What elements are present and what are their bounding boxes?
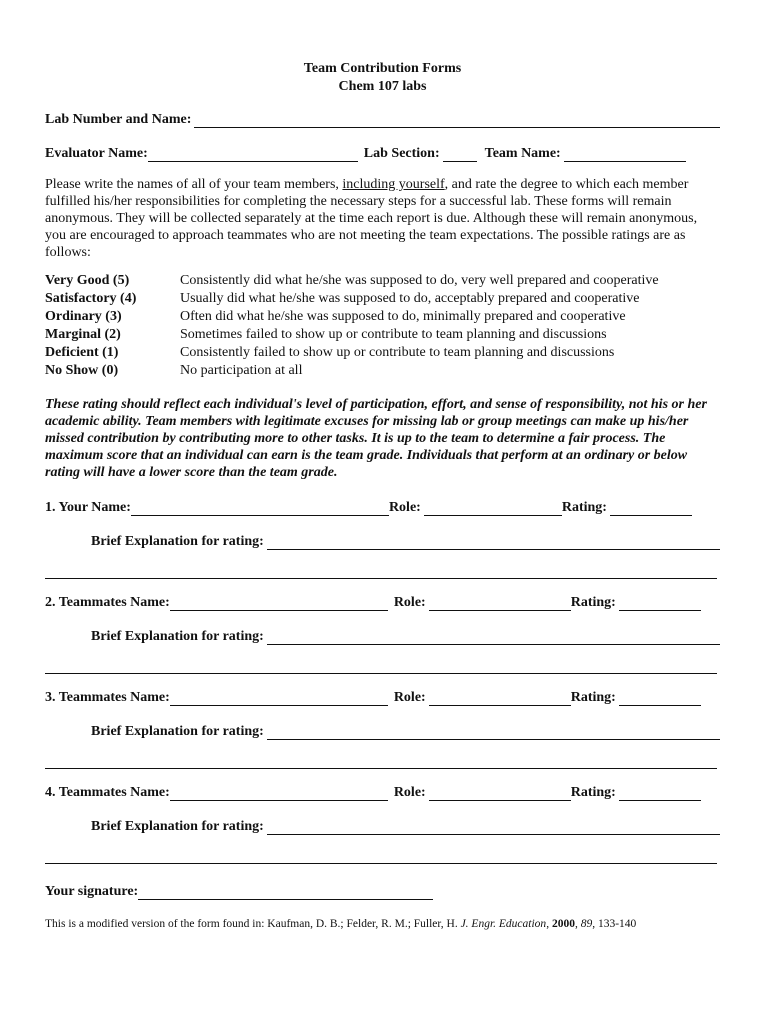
teammate-name-field[interactable] <box>170 691 388 706</box>
instructions-paragraph <box>45 176 720 261</box>
rating-label: Deficient (1) <box>45 345 119 360</box>
role-field[interactable] <box>424 501 562 516</box>
citation-sep: , <box>546 918 552 930</box>
explanation-label: Brief Explanation for rating: <box>91 819 264 834</box>
citation-sep: , <box>574 918 581 930</box>
citation-year: 2000 <box>551 918 575 930</box>
teammate-name-label: 4. Teammates Name: <box>45 785 170 800</box>
lab-section-field[interactable] <box>443 147 477 162</box>
explanation-label: Brief Explanation for rating: <box>91 724 264 739</box>
instructions-underlined: including yourself <box>342 177 445 192</box>
citation-pages: , 133-140 <box>592 918 637 930</box>
team-name-label: Team Name: <box>484 146 561 161</box>
role-label: Role: <box>393 595 426 610</box>
rating-label: Very Good (5) <box>45 273 130 288</box>
role-field[interactable] <box>429 596 571 611</box>
citation-prefix: This is a modified version of the form found in: Kaufman, D. B.; Felder, R. M.; Fuller, H. <box>45 918 461 930</box>
signature-label: Your signature: <box>45 884 139 899</box>
signature-field[interactable] <box>138 885 433 900</box>
entry-1-row <box>45 496 720 516</box>
rating-desc: Consistently did what he/she was supposed to do, very well prepared and cooperative <box>180 273 659 288</box>
rating-label: Ordinary (3) <box>45 309 122 324</box>
citation-volume: 89 <box>580 918 593 930</box>
rating-field-label: Rating: <box>570 595 616 610</box>
rating-field[interactable] <box>619 596 701 611</box>
explanation-field[interactable] <box>267 725 720 740</box>
entry-2-explanation-row <box>45 625 720 645</box>
citation <box>45 918 720 930</box>
your-name-label: 1. Your Name: <box>45 500 131 515</box>
role-field[interactable] <box>429 691 571 706</box>
rating-label: No Show (0) <box>45 363 119 378</box>
entry-1-explanation-row <box>45 530 720 550</box>
evaluator-name-label: Evaluator Name: <box>45 146 148 161</box>
form-subtitle: Chem 107 labs <box>338 79 427 94</box>
explanation-continuation-line[interactable] <box>45 862 717 864</box>
rating-desc: No participation at all <box>180 363 303 378</box>
citation-journal: J. Engr. Education <box>460 918 547 930</box>
explanation-field[interactable] <box>267 820 720 835</box>
signature-row <box>45 880 720 900</box>
emphasis-paragraph: These rating should reflect each individual's level of participation, effort, and sense of responsibility, not his or her academic ability. Team members with legitimate excuses for missing lab or group meetings can make up his/her missed contribution by contributing more to other tasks. It is up to the team to determine a fair process. The maximum score that an individual can earn is the team grade. Individuals that perform at an ordinary or below rating will have a lower score than the team grade. <box>45 397 707 480</box>
team-name-field[interactable] <box>564 147 686 162</box>
teammate-name-field[interactable] <box>170 786 388 801</box>
teammate-name-field[interactable] <box>170 596 388 611</box>
role-field[interactable] <box>429 786 571 801</box>
rating-field-label: Rating: <box>570 690 616 705</box>
your-name-field[interactable] <box>131 501 389 516</box>
explanation-field[interactable] <box>267 535 720 550</box>
instructions-text-1: Please write the names of all of your team members, <box>45 177 343 192</box>
explanation-field[interactable] <box>267 630 720 645</box>
explanation-continuation-line[interactable] <box>45 767 717 769</box>
rating-field[interactable] <box>619 786 701 801</box>
explanation-continuation-line[interactable] <box>45 672 717 674</box>
role-label: Role: <box>393 690 426 705</box>
rating-desc: Consistently failed to show up or contribute to team planning and discussions <box>180 345 615 360</box>
instructions-text-2: , and rate the degree to which each member fulfilled his/her responsibilities for completing the necessary steps for a successful lab. These forms will remain anonymous. They will be collected separately at the time each report is due. Although these will remain anonymous, you are encouraged to approach teammates who are not meeting the team expectations. The possible ratings are as follows: <box>45 177 698 260</box>
lab-number-row <box>45 108 720 128</box>
rating-field-label: Rating: <box>570 785 616 800</box>
rating-field[interactable] <box>619 691 701 706</box>
entry-3-explanation-row <box>45 720 720 740</box>
teammate-name-label: 3. Teammates Name: <box>45 690 170 705</box>
explanation-label: Brief Explanation for rating: <box>91 534 264 549</box>
form-title: Team Contribution Forms <box>303 61 462 76</box>
lab-number-field[interactable] <box>194 113 720 128</box>
rating-desc: Often did what he/she was supposed to do, minimally prepared and cooperative <box>180 309 626 324</box>
lab-number-label: Lab Number and Name: <box>45 112 192 127</box>
ratings-table <box>45 272 720 380</box>
evaluator-row <box>45 142 720 162</box>
form-page <box>45 60 720 930</box>
evaluator-name-field[interactable] <box>148 147 358 162</box>
role-label: Role: <box>388 500 421 515</box>
entry-4-row <box>45 781 720 801</box>
rating-desc: Usually did what he/she was supposed to do, acceptably prepared and cooperative <box>180 291 640 306</box>
rating-field[interactable] <box>610 501 692 516</box>
rating-desc: Sometimes failed to show up or contribute to team planning and discussions <box>180 327 607 342</box>
explanation-label: Brief Explanation for rating: <box>91 629 264 644</box>
role-label: Role: <box>393 785 426 800</box>
entry-2-row <box>45 591 720 611</box>
entry-3-row <box>45 686 720 706</box>
lab-section-label: Lab Section: <box>363 146 440 161</box>
entry-4-explanation-row <box>45 815 720 835</box>
explanation-continuation-line[interactable] <box>45 577 717 579</box>
rating-label: Satisfactory (4) <box>45 291 137 306</box>
rating-field-label: Rating: <box>561 500 607 515</box>
teammate-name-label: 2. Teammates Name: <box>45 595 170 610</box>
rating-label: Marginal (2) <box>45 327 121 342</box>
